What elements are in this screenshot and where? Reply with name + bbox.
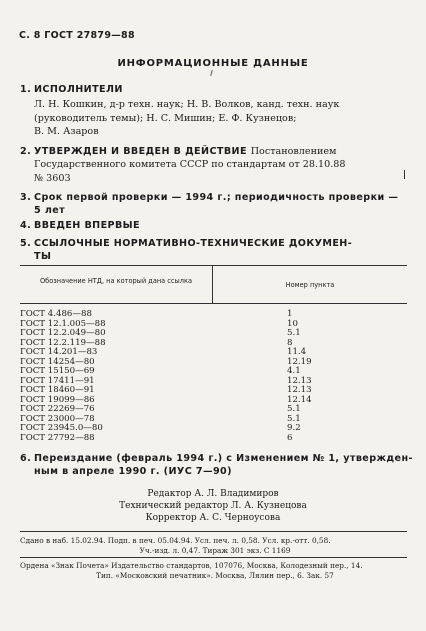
margin-mark: [404, 170, 405, 179]
section-5-heading: 5. ССЫЛОЧНЫЕ НОРМАТИВНО-ТЕХНИЧЕСКИЕ ДОКУМЕН- ТЫ: [20, 238, 353, 262]
imprint-rule-top: [20, 531, 407, 532]
table-row-item: 1: [287, 309, 293, 319]
table-row-doc: ГОСТ 12.2.049—80: [20, 328, 106, 338]
table-top-rule: [20, 265, 407, 266]
section-1-heading: 1. ИСПОЛНИТЕЛИ: [20, 84, 123, 95]
imprint-rule-bottom: [20, 557, 407, 558]
imprint-print-details: [20, 536, 410, 556]
imprint-publisher: [20, 561, 410, 581]
credit-proofreader: Корректор А. С. Черноусова: [145, 513, 281, 523]
page-header: С. 8 ГОСТ 27879—88: [19, 30, 135, 41]
table-row-doc: ГОСТ 27792—88: [20, 432, 95, 443]
section-4-heading: 4. ВВЕДЕН ВПЕРВЫЕ: [20, 220, 140, 231]
section-3-heading: 3. Срок первой проверки — 1994 г.; периодичность проверки — 5 лет: [20, 192, 399, 216]
table-row-doc: ГОСТ 12.1.005—88: [20, 318, 106, 329]
table-row-item: 12.13: [287, 385, 312, 395]
table-row-item: 8: [287, 337, 293, 348]
section-2-line-3: № 3603: [34, 172, 71, 184]
section-2-body: [34, 158, 396, 185]
authors-line-3: В. М. Азаров: [34, 126, 99, 137]
table-row-item: 9.2: [287, 423, 301, 433]
table-row-doc: ГОСТ 22269—76: [20, 404, 95, 414]
table-row-item: 4.1: [287, 366, 301, 376]
table-row-doc: ГОСТ 18460—91: [20, 385, 95, 395]
table-doc-column: [20, 310, 106, 443]
section-6-heading: 6. Переиздание (февраль 1994 г.) с Изменением № 1, утвержден- ным в апреле 1990 г. (ИУС 7—90): [20, 453, 413, 477]
table-row-item: 6: [287, 432, 293, 443]
section-2-heading: 2. УТВЕРЖДЕН И ВВЕДЕН В ДЕЙСТВИЕ Постановлением: [20, 146, 337, 157]
table-header-rule: [20, 303, 407, 304]
table-row-item: 12.19: [287, 356, 312, 367]
section-2-line-2: Государственного комитета СССР по стандартам от 28.10.88: [34, 159, 346, 170]
table-row-item: 10: [287, 318, 298, 329]
table-row-item: 5.1: [287, 328, 301, 338]
credit-tech-editor: Технический редактор Л. А. Кузнецова: [119, 501, 307, 511]
table-row-doc: ГОСТ 23000—78: [20, 413, 95, 424]
imprint-line-4: Тип. «Московский печатник». Москва, Лялин пер., 6. Зак. 57: [96, 571, 334, 580]
table-row-doc: ГОСТ 15150—69: [20, 366, 95, 376]
table-column-divider: [212, 265, 213, 303]
authors-block: [34, 98, 396, 139]
authors-line-2: (руководитель темы); Н. С. Мишин; Е. Ф. Кузнецов;: [34, 112, 297, 124]
table-row-item: 5.1: [287, 413, 301, 424]
authors-line-1: Л. Н. Кошкин, д-р техн. наук; Н. В. Волков, канд. техн. наук: [34, 99, 340, 110]
table-item-column: [287, 310, 312, 443]
table-row-doc: ГОСТ 14.201—83: [20, 347, 98, 357]
imprint-line-3: Ордена «Знак Почета» Издательство стандартов, 107076, Москва, Колодезный пер., 14.: [20, 561, 363, 570]
credits-block: [0, 488, 426, 524]
credit-editor: Редактор А. Л. Владимиров: [147, 489, 279, 499]
table-row-item: 11.4: [287, 347, 307, 357]
table-header-item: Номер пункта: [285, 281, 335, 289]
imprint-line-1: Сдано в наб. 15.02.94. Подп. в печ. 05.04.94. Усл. печ. л. 0,58. Усл. кр.-отт. 0,58.: [20, 536, 331, 545]
table-row-doc: ГОСТ 14254—80: [20, 356, 95, 367]
print-mark: [210, 70, 213, 76]
table-row-doc: ГОСТ 19099—86: [20, 394, 95, 405]
table-row-doc: ГОСТ 23945.0—80: [20, 423, 103, 433]
section-2-text-inline: Постановлением: [250, 146, 337, 157]
table-row-doc: ГОСТ 4.486—88: [20, 309, 92, 319]
table-row-item: 12.13: [287, 375, 312, 386]
table-header-doc: Обозначение НТД, на который дана ссылка: [39, 277, 193, 285]
table-row-doc: ГОСТ 12.2.119—88: [20, 337, 106, 348]
table-row-item: 5.1: [287, 404, 301, 414]
page-title: ИНФОРМАЦИОННЫЕ ДАННЫЕ: [117, 58, 309, 69]
imprint-line-2: Уч.-изд. л. 0,47. Тираж 301 экз. С 1169: [139, 546, 291, 555]
table-row-doc: ГОСТ 17411—91: [20, 375, 95, 386]
table-row-item: 12.14: [287, 394, 312, 405]
